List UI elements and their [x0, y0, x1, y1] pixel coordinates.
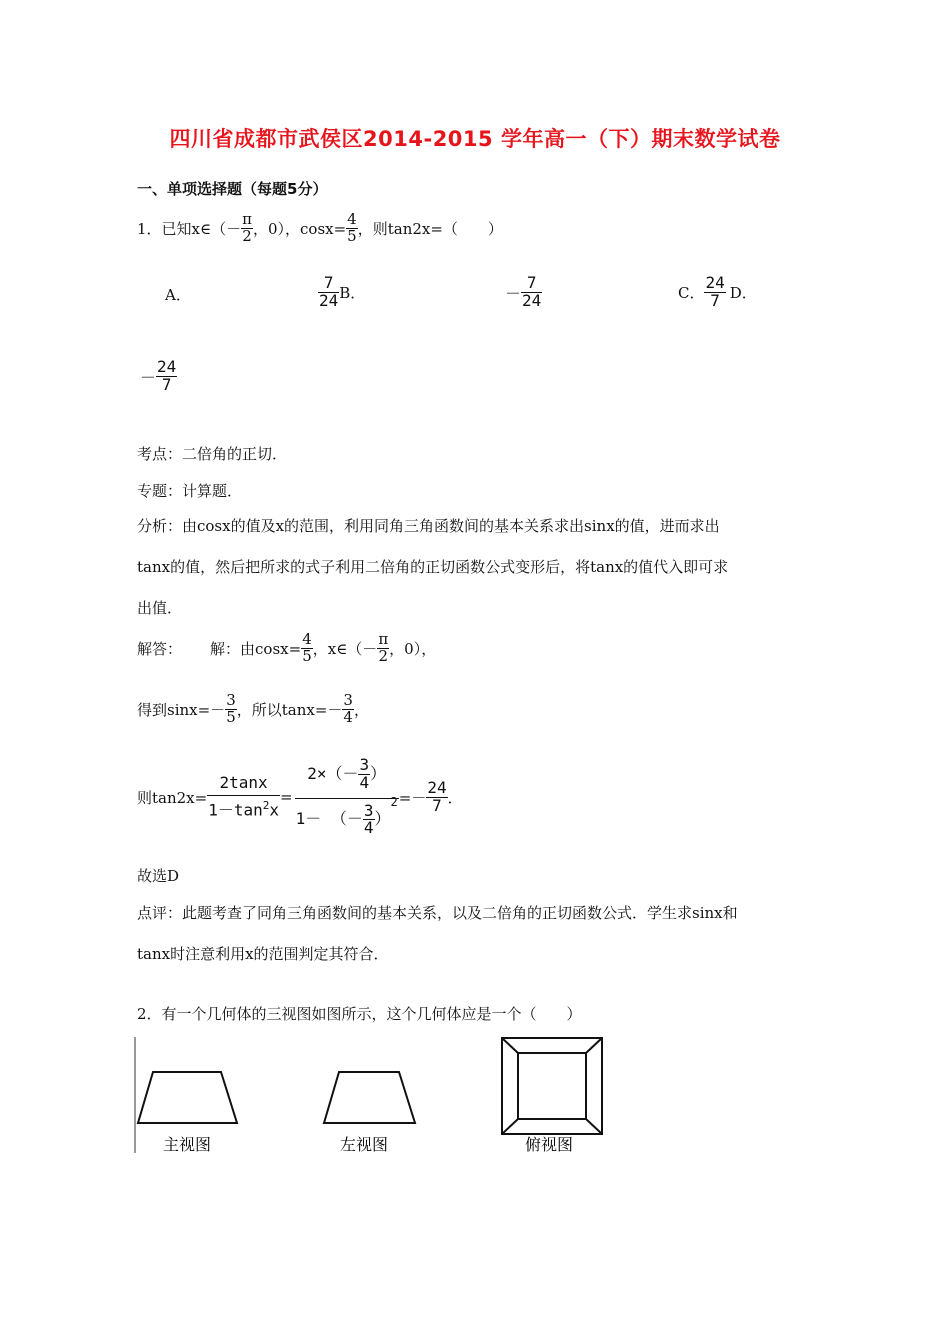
fraction-4-over-5 — [301, 632, 313, 665]
jieda-line-3 — [137, 757, 463, 837]
kaodian-line: 考点：二倍角的正切． — [137, 445, 288, 463]
numerator: 3 — [343, 691, 353, 709]
one-minus: 1－ （－ — [295, 809, 363, 829]
numerator: 2tanx — [207, 775, 280, 797]
option-d-value — [140, 359, 177, 394]
q1-stem-suffix: ，则tan2x=（ ） — [357, 219, 503, 238]
line3-text-a: 则tan2x= — [137, 788, 208, 807]
dianping-line-1: 点评：此题考查了同角三角函数间的基本关系，以及二倍角的正切函数公式．学生求sinx和 — [137, 904, 738, 922]
numerator-row — [301, 757, 393, 792]
numerator: 4 — [302, 630, 312, 648]
fraction-24-over-7 — [426, 777, 447, 815]
denominator: 2 — [242, 226, 252, 245]
fraction-pi-over-2 — [241, 212, 253, 245]
numerator: 7 — [521, 275, 542, 293]
fraction-3-over-5 — [225, 693, 237, 726]
right-paren: ） — [374, 809, 391, 829]
den-text: 1－tan — [208, 800, 263, 820]
minus-sign: － — [505, 283, 522, 303]
option-b-label: B． — [339, 283, 366, 302]
denominator: 7 — [710, 290, 720, 310]
left-view-trapezoid — [324, 1072, 415, 1123]
option-c — [678, 275, 757, 310]
front-view-trapezoid — [138, 1072, 237, 1123]
denominator: 2 — [378, 646, 389, 665]
option-b-value — [505, 275, 542, 310]
period: ． — [447, 788, 463, 807]
denominator: 5 — [226, 707, 236, 726]
top-view-label: 俯视图 — [525, 1135, 574, 1154]
fraction-24-over-7 — [704, 275, 725, 310]
front-view-label: 主视图 — [163, 1135, 212, 1154]
three-views-figure — [133, 1035, 613, 1164]
fraction-7-over-24 — [318, 275, 339, 310]
numerator: 24 — [427, 777, 447, 797]
question-1-stem — [137, 212, 503, 245]
superscript-2: 2 — [262, 799, 270, 813]
option-a-label: A． — [165, 286, 191, 304]
option-a-value — [318, 275, 365, 310]
denominator — [295, 794, 399, 838]
numerator: π — [378, 630, 389, 648]
page-title: 四川省成都市武侯区2014-2015 学年高一（下）期末数学试卷 — [169, 127, 781, 151]
three-views-svg — [133, 1035, 613, 1160]
denominator — [207, 796, 280, 819]
fraction-7-over-24 — [521, 275, 542, 310]
fraction-3-over-4 — [363, 800, 375, 838]
fraction-3-over-4 — [358, 757, 370, 792]
zhuanti-line: 专题：计算题． — [137, 482, 243, 500]
denominator: 24 — [522, 290, 542, 310]
right-paren: ） — [370, 763, 387, 783]
fraction-substituted — [295, 757, 399, 837]
denominator: 4 — [363, 818, 374, 838]
fenxi-line-2: tanx的值，然后把所求的式子利用二倍角的正切函数公式变形后，将tanx的值代入即可求 — [137, 558, 729, 576]
denominator: 5 — [302, 646, 312, 665]
guxuan-line: 故选D — [137, 867, 180, 885]
jieda-line-2 — [137, 693, 369, 726]
equals-sign: = — [280, 788, 293, 807]
numerator: π — [242, 210, 252, 228]
fraction-24-over-7 — [156, 359, 177, 394]
jieda-label: 解答： — [137, 639, 183, 658]
section-heading: 一、单项选择题（每题5分） — [137, 180, 328, 198]
fenxi-line-3: 出值． — [137, 599, 183, 617]
jieda-text-b: ，x∈（－ — [312, 639, 378, 658]
fenxi-line-1: 分析：由cosx的值及x的范围，利用同角三角函数间的基本关系求出sinx的值，进而求出 — [137, 517, 720, 535]
superscript-2: 2 — [390, 794, 398, 809]
denominator: 24 — [319, 290, 339, 310]
line2-text-c: ， — [353, 700, 369, 719]
fraction-pi-over-2 — [377, 632, 389, 665]
dianping-line-2: tanx时注意利用x的范围判定其符合． — [137, 945, 389, 963]
top-view-square — [502, 1038, 602, 1134]
top-view-edge — [586, 1119, 602, 1134]
jieda-text-c: ，0）， — [389, 639, 437, 658]
top-view-edge — [502, 1119, 518, 1134]
fraction-double-angle-formula — [207, 772, 280, 820]
numerator: 7 — [318, 275, 339, 293]
equals-minus: =－ — [398, 788, 427, 807]
numerator: 3 — [363, 800, 374, 820]
left-view-label: 左视图 — [340, 1135, 389, 1154]
question-2-stem: 2．有一个几何体的三视图如图所示，这个几何体应是一个（ ） — [137, 1005, 582, 1023]
top-view-edge — [586, 1038, 602, 1053]
q1-stem-mid: ，0），cosx= — [252, 219, 347, 238]
denominator: 7 — [432, 795, 442, 815]
two-times: 2×（－ — [307, 763, 359, 783]
denominator: 4 — [343, 707, 353, 726]
minus-sign: － — [140, 367, 157, 387]
line2-text-a: 得到sinx=－ — [137, 700, 226, 719]
numerator — [295, 757, 399, 799]
denominator: 4 — [359, 772, 370, 792]
top-view-inner — [518, 1053, 586, 1119]
fraction-3-over-4 — [342, 693, 354, 726]
fraction-4-over-5 — [346, 212, 358, 245]
numerator: 3 — [359, 755, 370, 774]
option-d-label: D． — [729, 283, 757, 302]
line2-text-b: ，所以tanx=－ — [236, 700, 343, 719]
numerator: 24 — [705, 273, 725, 292]
den-x: x — [269, 800, 280, 820]
denominator: 5 — [347, 226, 357, 245]
numerator: 24 — [157, 357, 177, 376]
option-c-label: C． — [678, 283, 705, 302]
numerator: 3 — [226, 691, 236, 709]
jieda-line-1 — [137, 632, 436, 665]
denominator-row — [295, 794, 398, 838]
q1-stem-prefix: 1．已知x∈（－ — [137, 219, 242, 238]
jieda-text-a: 解：由cosx= — [210, 639, 302, 658]
numerator: 4 — [347, 210, 357, 228]
denominator: 7 — [161, 374, 172, 394]
top-view-edge — [502, 1038, 518, 1053]
